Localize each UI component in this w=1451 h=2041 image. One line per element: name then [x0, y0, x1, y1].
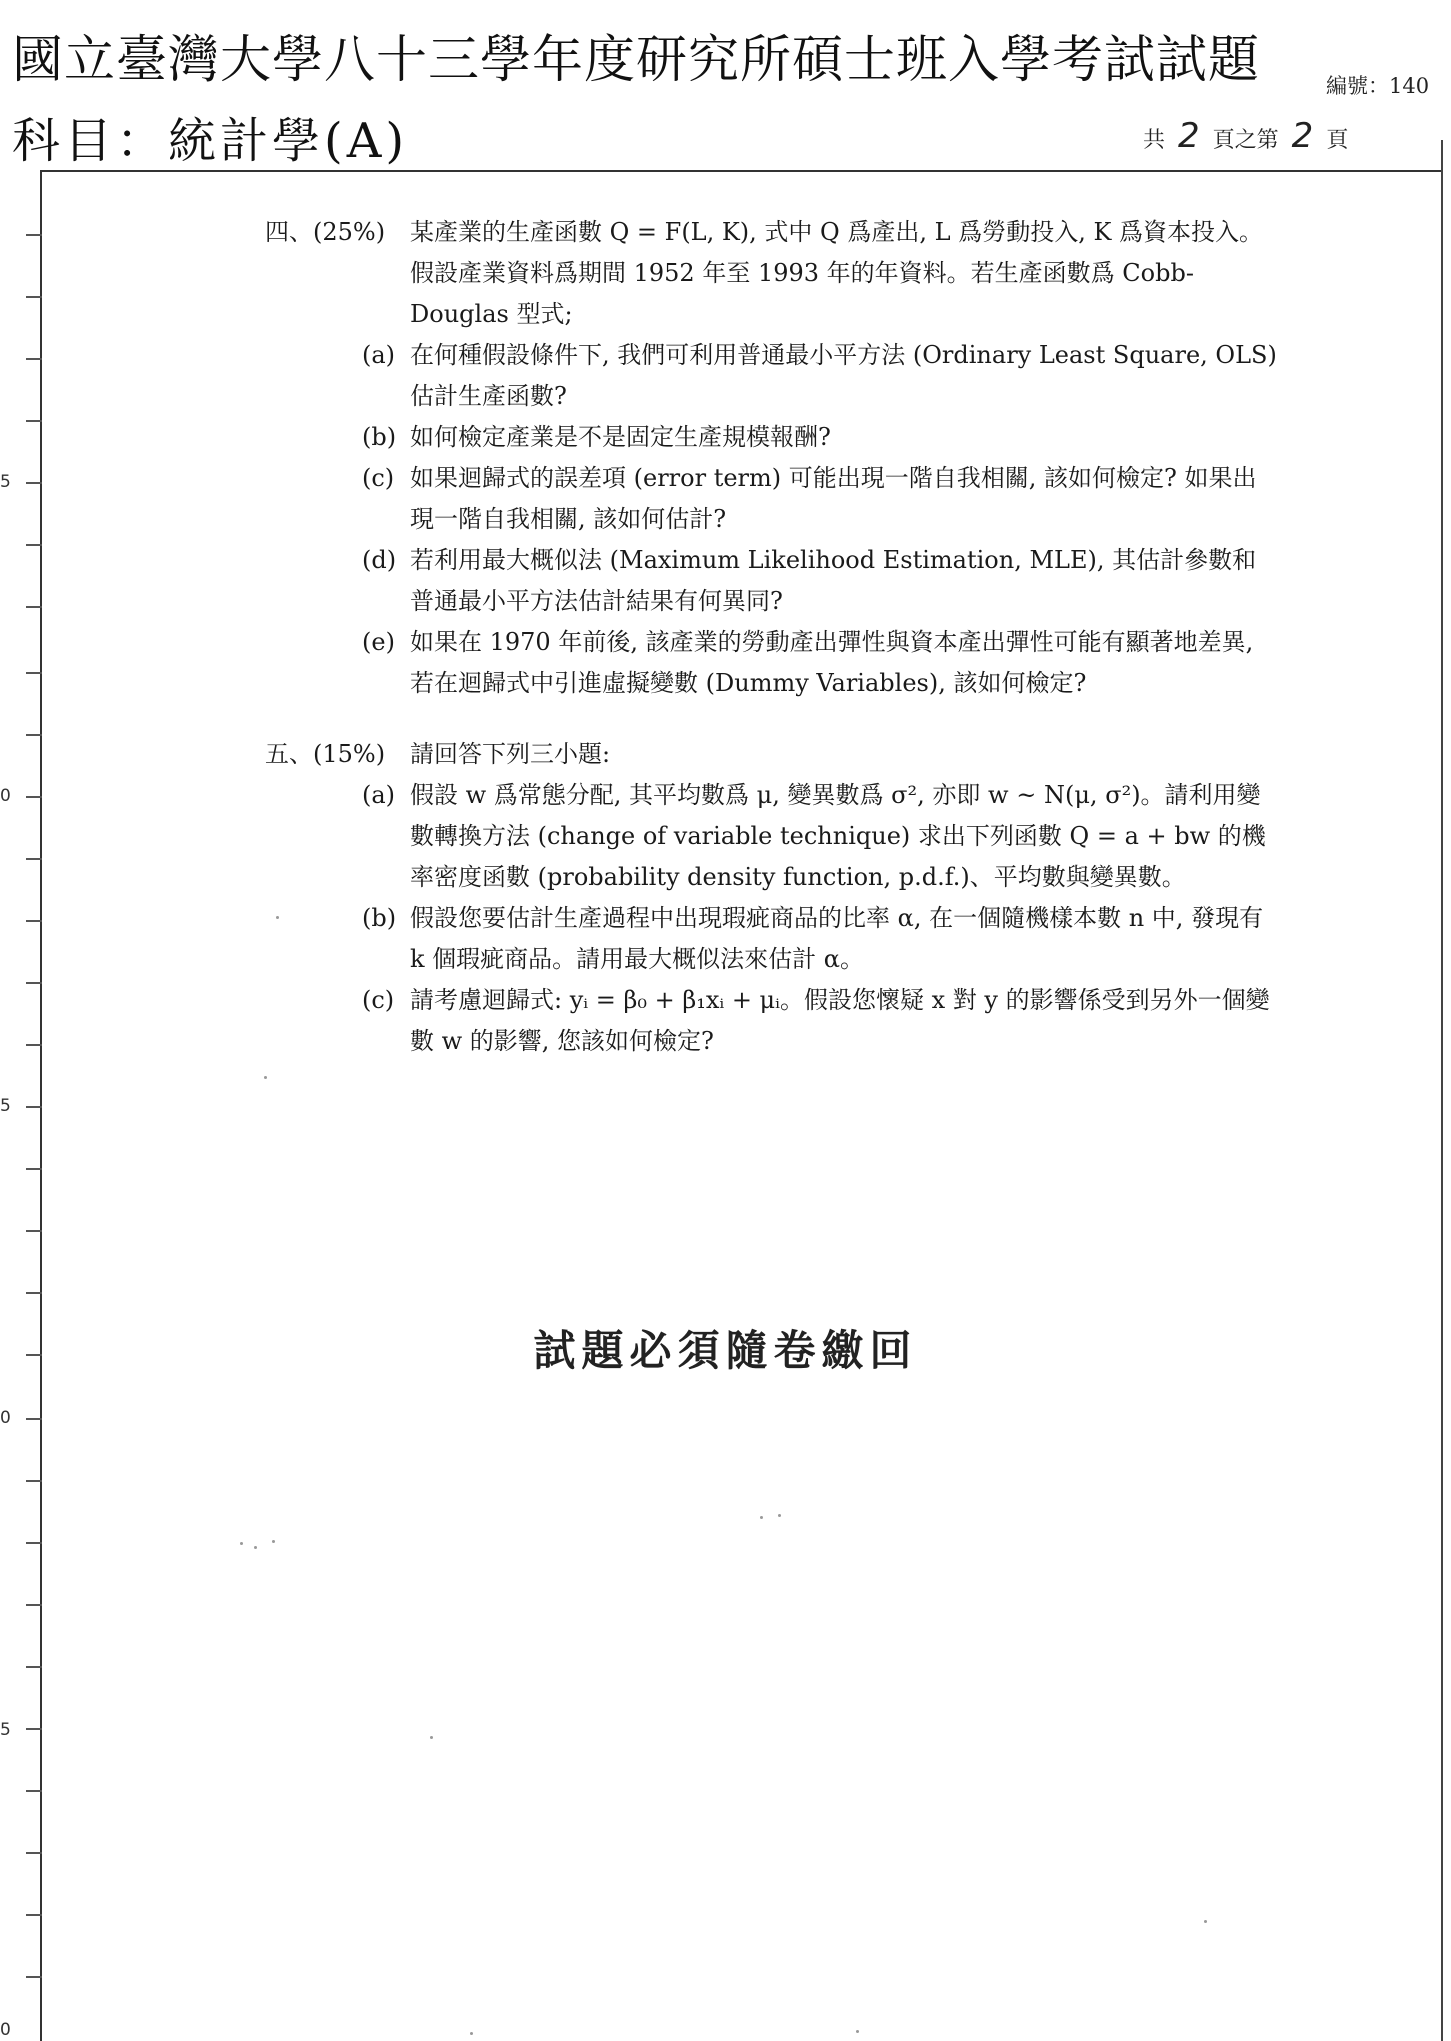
subquestion-text: 如果在 1970 年前後, 該產業的勞動產出彈性與資本產出彈性可能有顯著地差異, 若在迴歸式中引進虛擬變數 (Dummy Variables), 該如何檢定?	[410, 628, 1254, 697]
subquestion-text: 在何種假設條件下, 我們可利用普通最小平方法 (Ordinary Least Square, OLS) 估計生產函數?	[410, 341, 1277, 410]
scan-speck	[264, 1076, 267, 1079]
ruler-tick	[26, 1542, 42, 1544]
ruler-tick	[26, 734, 42, 736]
ruler-tick	[26, 1914, 42, 1916]
ruler-tick	[26, 1418, 42, 1420]
ruler-tick	[26, 1480, 42, 1482]
subquestion	[362, 335, 1280, 417]
ruler-tick	[26, 1852, 42, 1854]
ruler-number: 0	[0, 1408, 11, 1428]
scan-speck	[1204, 1920, 1207, 1923]
ruler-tick	[26, 358, 42, 360]
page-count	[1143, 116, 1348, 156]
ruler-tick	[26, 482, 42, 484]
ruler-tick	[26, 1044, 42, 1046]
ruler-tick	[26, 920, 42, 922]
subject-title: 科目：統計學(A)	[12, 113, 409, 169]
page-count-middle: 頁之第	[1212, 128, 1279, 153]
ruler-tick	[26, 796, 42, 798]
ruler-tick	[26, 1230, 42, 1232]
ruler-number: 0	[0, 2020, 11, 2040]
scan-speck	[254, 1546, 257, 1549]
ruler-tick	[26, 1604, 42, 1606]
subquestion	[362, 980, 1280, 1062]
subquestion-text: 假設您要估計生產過程中出現瑕疵商品的比率 α, 在一個隨機樣本數 n 中, 發現有 k 個瑕疵商品。請用最大概似法來估計 α。	[410, 904, 1264, 973]
page-count-prefix: 共	[1143, 128, 1166, 153]
right-border	[1441, 140, 1443, 2041]
page-count-suffix: 頁	[1326, 128, 1349, 153]
scan-speck	[778, 1514, 781, 1517]
question-label: 四、(25%)	[265, 218, 386, 246]
ruler-tick	[26, 234, 42, 236]
subquestion	[362, 898, 1280, 980]
ruler-tick	[26, 858, 42, 860]
ruler-tick	[26, 1728, 42, 1730]
question-label: 五、(15%)	[265, 740, 386, 768]
subquestion-label: (c)	[362, 464, 395, 492]
ruler-tick	[26, 1976, 42, 1978]
question-5	[265, 734, 1280, 775]
subquestion-label: (a)	[362, 781, 396, 809]
question-text: 請回答下列三小題:	[410, 740, 611, 768]
exam-content	[265, 212, 1280, 1062]
ruler-tick	[26, 982, 42, 984]
exam-code: 編號：140	[1326, 74, 1430, 98]
ruler-tick	[26, 1292, 42, 1294]
subquestion-text: 請考慮迴歸式: yᵢ = β₀ + β₁xᵢ + μᵢ。假設您懷疑 x 對 y 的影響係受到另外一個變數 w 的影響, 您該如何檢定?	[410, 986, 1270, 1055]
ruler-number: 0	[0, 786, 11, 806]
subquestion	[362, 540, 1280, 622]
ruler-tick	[26, 1666, 42, 1668]
subquestion-text: 如果迴歸式的誤差項 (error term) 可能出現一階自我相關, 該如何檢定? 如果出現一階自我相關, 該如何估計?	[410, 464, 1257, 533]
ruler-tick	[26, 1168, 42, 1170]
scan-speck	[760, 1516, 763, 1519]
scan-speck	[240, 1542, 243, 1545]
subquestion-text: 若利用最大概似法 (Maximum Likelihood Estimation, MLE), 其估計參數和普通最小平方法估計結果有何異同?	[410, 546, 1257, 615]
subquestion-label: (b)	[362, 423, 397, 451]
ruler-tick	[26, 1106, 42, 1108]
subquestion	[362, 775, 1280, 898]
ruler-number: 5	[0, 1720, 11, 1740]
scan-speck	[470, 2032, 473, 2035]
page-count-total: 2	[1178, 116, 1200, 156]
ruler-tick	[26, 544, 42, 546]
scan-speck	[276, 916, 279, 919]
subquestion-text: 如何檢定產業是不是固定生產規模報酬?	[410, 423, 831, 451]
ruler-tick	[26, 606, 42, 608]
return-notice: 試題必須隨卷繳回	[533, 1326, 918, 1375]
question-4	[265, 212, 1280, 335]
subquestion-label: (b)	[362, 904, 397, 932]
scan-speck	[430, 1736, 433, 1739]
ruler-tick	[26, 672, 42, 674]
section-gap	[265, 704, 1280, 734]
question-text: 某產業的生產函數 Q = F(L, K), 式中 Q 爲產出, L 爲勞動投入, K 爲資本投入。假設產業資料爲期間 1952 年至 1993 年的年資料。若生產函數爲 Cobb-Douglas 型式;	[410, 218, 1264, 328]
subquestion-label: (d)	[362, 546, 397, 574]
subquestion-label: (e)	[362, 628, 395, 656]
subquestion-label: (a)	[362, 341, 396, 369]
subquestion	[362, 458, 1280, 540]
subquestion-text: 假設 w 爲常態分配, 其平均數爲 μ, 變異數爲 σ², 亦即 w ~ N(μ, σ²)。請利用變數轉換方法 (change of variable technique) 求出下列函數 Q = a + bw 的機率密度函數 (probability density function, p.d.f.)、平均數與變異數。	[410, 781, 1266, 891]
subquestion-label: (c)	[362, 986, 395, 1014]
page-count-current: 2	[1291, 116, 1314, 156]
scan-speck	[856, 2030, 859, 2033]
ruler-tick	[26, 420, 42, 422]
scan-speck	[272, 1540, 275, 1543]
ruler-tick	[26, 1790, 42, 1792]
ruler-number: 5	[0, 1096, 11, 1116]
exam-title: 國立臺灣大學八十三學年度研究所碩士班入學考試試題	[12, 31, 1261, 90]
ruler-tick	[26, 296, 42, 298]
subquestion	[362, 417, 1280, 458]
ruler-number: 5	[0, 472, 11, 492]
subquestion	[362, 622, 1280, 704]
